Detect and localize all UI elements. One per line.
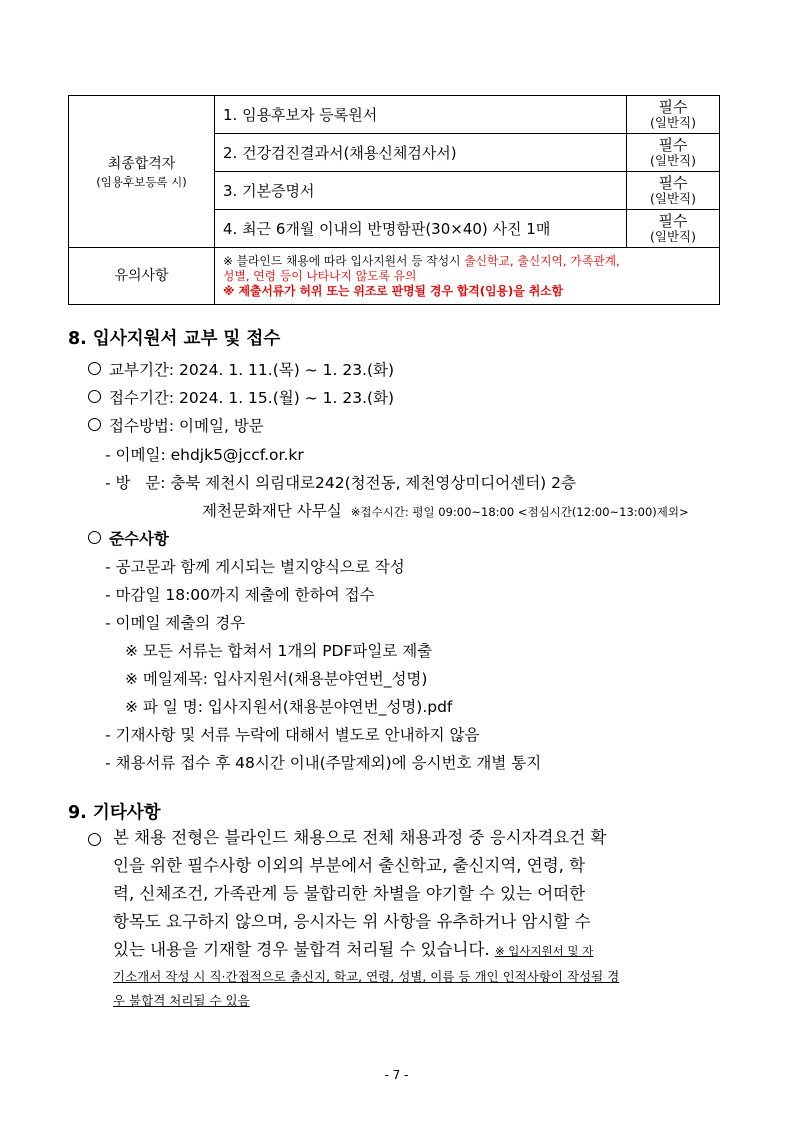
para-line: 본 채용 전형은 블라인드 채용으로 전체 채용과정 중 응시자격요건 확 — [113, 828, 607, 847]
category-main: 최종합격자 — [107, 155, 176, 172]
doc-requirement — [627, 96, 720, 134]
visit-address: 충북 제천시 의림대로242(청전동, 제천영상미디어센터) 2층 — [170, 474, 576, 492]
circle-bullet-icon — [88, 390, 101, 403]
email-line: - 이메일: ehdjk5@jccf.or.kr — [105, 446, 304, 464]
req-type: (일반직) — [650, 152, 696, 168]
reception-period — [88, 386, 394, 408]
req-type: (일반직) — [650, 228, 696, 244]
documents-table — [68, 95, 720, 305]
method-text: 접수방법: 이메일, 방문 — [109, 417, 264, 435]
visit-office: 제천문화재단 사무실 — [202, 502, 342, 520]
doc-requirement — [627, 134, 720, 172]
req-type: (일반직) — [650, 190, 696, 206]
circle-bullet-icon — [88, 531, 101, 544]
compliance-title: 준수사항 — [109, 530, 169, 548]
section9-title: 9. 기타사항 — [68, 803, 161, 823]
circle-bullet-icon — [88, 418, 101, 431]
note-cell — [215, 248, 720, 305]
req-type: (일반직) — [650, 114, 696, 130]
circle-bullet-icon — [88, 362, 101, 375]
compliance-item: - 이메일 제출의 경우 — [105, 614, 246, 632]
visit-line — [105, 471, 576, 493]
compliance-item: - 채용서류 접수 후 48시간 이내(주말제외)에 응시번호 개별 통지 — [105, 754, 542, 772]
distribution-text: 교부기간: 2024. 1. 11.(목) ~ 1. 23.(화) — [109, 361, 395, 379]
para-line: 력, 신체조건, 가족관계 등 불합리한 차별을 야기할 수 있는 어떠한 — [113, 884, 586, 903]
para-line: 있는 내용을 기재할 경우 불합격 처리될 수 있습니다. — [113, 940, 490, 959]
doc-item: 2. 건강검진결과서(채용신체검사서) — [215, 134, 627, 172]
doc-requirement — [627, 172, 720, 210]
reception-text: 접수기간: 2024. 1. 15.(월) ~ 1. 23.(화) — [109, 389, 395, 407]
reception-method — [88, 414, 264, 436]
visit-label: - 방 문: — [105, 474, 171, 492]
para-line: 항목도 요구하지 않으며, 응시자는 위 사항을 유추하거나 암시할 수 — [113, 912, 591, 931]
para-line-last — [113, 936, 725, 965]
note-line2: 성별, 연령 등이 나타나지 않도록 유의 — [223, 268, 417, 283]
email-rule: ※ 모든 서류는 합쳐서 1개의 PDF파일로 제출 — [125, 642, 433, 660]
compliance-item: - 기재사항 및 서류 누락에 대해서 별도로 안내하지 않음 — [105, 726, 480, 744]
visit-hours: ※접수시간: 평일 09:00~18:00 <점심시간(12:00~13:00)제외> — [350, 505, 689, 519]
circle-bullet-icon — [88, 833, 101, 846]
doc-item: 1. 임용후보자 등록원서 — [215, 96, 627, 134]
section9-paragraph — [113, 824, 725, 1013]
compliance-item: - 마감일 18:00까지 제출에 한하여 접수 — [105, 586, 375, 604]
req-label: 필수 — [658, 173, 688, 192]
doc-item: 3. 기본증명서 — [215, 172, 627, 210]
visit-office-line — [202, 499, 689, 521]
note-label-cell — [69, 248, 215, 305]
doc-item: 4. 최근 6개월 이내의 반명함판(30×40) 사진 1매 — [215, 210, 627, 248]
category-cell — [69, 96, 215, 248]
doc-requirement — [627, 210, 720, 248]
para-line: 인을 위한 필수사항 이외의 부분에서 출신학교, 출신지역, 연령, 학 — [113, 856, 586, 875]
note-line1b: 출신학교, 출신지역, 가족관계, — [464, 253, 620, 268]
note-line3: ※ 제출서류가 허위 또는 위조로 판명될 경우 합격(임용)을 취소함 — [223, 283, 564, 298]
section8-title: 8. 입사지원서 교부 및 접수 — [68, 329, 281, 349]
note-line1a: ※ 블라인드 채용에 따라 입사지원서 등 작성시 — [223, 253, 465, 268]
email-rule: ※ 메일제목: 입사지원서(채용분야연번_성명) — [125, 670, 428, 688]
para-note-b: 기소개서 작성 시 직·간접적으로 출신지, 학교, 연령, 성별, 이름 등 개인 인적사항이 작성될 경 — [113, 969, 620, 984]
email-rule: ※ 파 일 명: 입사지원서(채용분야연번_성명).pdf — [125, 698, 453, 716]
req-label: 필수 — [658, 135, 688, 154]
req-label: 필수 — [658, 97, 688, 116]
req-label: 필수 — [658, 211, 688, 230]
para-note-a: ※ 입사지원서 및 자 — [494, 944, 594, 958]
compliance-item: - 공고문과 함께 게시되는 별지양식으로 작성 — [105, 558, 405, 576]
compliance-heading — [88, 527, 169, 549]
page-number: - 7 - — [384, 1068, 409, 1082]
category-sub: (임용후보등록 시) — [96, 174, 187, 189]
note-label: 유의사항 — [114, 268, 169, 284]
para-note-c: 우 불합격 처리될 수 있음 — [113, 993, 250, 1008]
distribution-period — [88, 358, 394, 380]
